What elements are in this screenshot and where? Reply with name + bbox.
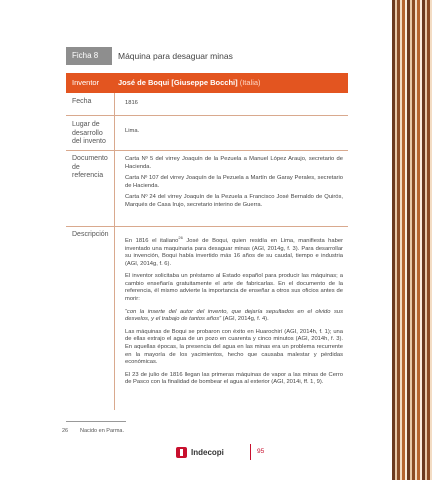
descripcion-paragraph	[125, 234, 343, 268]
footnote-ref: 26	[178, 235, 183, 240]
fecha-label: Fecha	[72, 98, 92, 105]
ficha-tag: Ficha 8	[66, 47, 112, 65]
footnote-number: 26	[62, 428, 69, 434]
fecha-value: 1816	[125, 100, 138, 106]
row-divider	[66, 226, 348, 227]
decorative-stripes	[392, 0, 432, 480]
row-divider	[66, 115, 348, 116]
inventor-name-wrapper	[118, 73, 261, 93]
descripcion-paragraph	[125, 309, 343, 324]
inventor-header	[66, 73, 348, 93]
logo-text: Indecopi	[191, 447, 224, 457]
documento-item: Carta Nº 107 del virrey Joaquín de la Pezuela a Martín de Garay Perales, secretario de Hacienda.	[125, 175, 343, 189]
inventor-name: José de Boqui [Giuseppe Bocchi]	[118, 78, 238, 87]
descripcion-paragraph: El inventor solicitaba un préstamo al Estado español para producir las máquinas; a cambio enseñaría gratuitamente el arte de fabricarlas. En el documento de la referencia, él mismo advierte la importancia de enseñar a otros sus oficios antes de morir:	[125, 273, 343, 303]
page-number: 95	[250, 444, 264, 460]
footnote	[62, 428, 124, 434]
page-title: Máquina para desaguar minas	[118, 51, 233, 61]
inventor-country: (Italia)	[239, 78, 261, 87]
footnote-rule	[66, 421, 126, 422]
descripcion-label: Descripción	[72, 231, 109, 238]
row-divider	[66, 150, 348, 151]
descripcion-paragraph: El 23 de julio de 1816 llegan las primeras máquinas de vapor a las minas de Cerro de Pasco con la finalidad de bombear el agua al exterior (AGI, 2014i, ff. 1, 9).	[125, 371, 343, 386]
descripcion-text: En 1816 el italiano	[125, 237, 179, 244]
descripcion-quote: “con la inserte del autor del invento, que dejaría sepultados en el olvido sus desvelos, y el trabajo de tantos años”	[125, 308, 343, 323]
documento-item: Carta Nº 24 del virrey Joaquín de la Pezuela a Francisco José Bernaldo de Quirós, Marqués de Casa Irujo, secretario interino de Guerra.	[125, 194, 343, 208]
footnote-text: Nacido en Parma.	[80, 428, 125, 434]
descripcion-value	[125, 234, 343, 392]
documento-label: Documento de referencia	[72, 155, 108, 179]
column-divider	[114, 93, 115, 410]
indecopi-logo-icon	[176, 447, 187, 458]
descripcion-text: (AGI, 2014g, f. 4).	[221, 316, 269, 323]
documento-value	[125, 156, 343, 214]
lugar-label: Lugar de desarrollo del invento	[72, 121, 106, 145]
inventor-label: Inventor	[72, 78, 100, 87]
indecopi-logo	[176, 446, 224, 458]
descripcion-text: José de Boqui, quien residía en Lima, manifiesta haber inventado una maquinaria para desaguar minas (AGI, 2014g, f. 3). Para desarrollar su invención, Boqui había invertido más 16 años de su caudal, tiempo e industria (AGI, 2014g, f. 6).	[125, 237, 344, 267]
documento-item: Carta Nº 5 del virrey Joaquín de la Pezuela a Manuel López Araujo, secretario de Hacienda.	[125, 156, 343, 170]
lugar-value: Lima.	[125, 128, 140, 134]
descripcion-paragraph: Las máquinas de Boqui se probaron con éxito en Huarochirí (AGI, 2014h, f. 1); una de ellas extrajo el agua de un pozo en cuarenta y cinco minutos (AGI, 2014h, f. 3). En aquellas épocas, la presencia del agua en las minas era un problema recurrente en la mayoría de los yacimientos, hecho que causaba malestar y pérdidas económicas.	[125, 328, 343, 366]
